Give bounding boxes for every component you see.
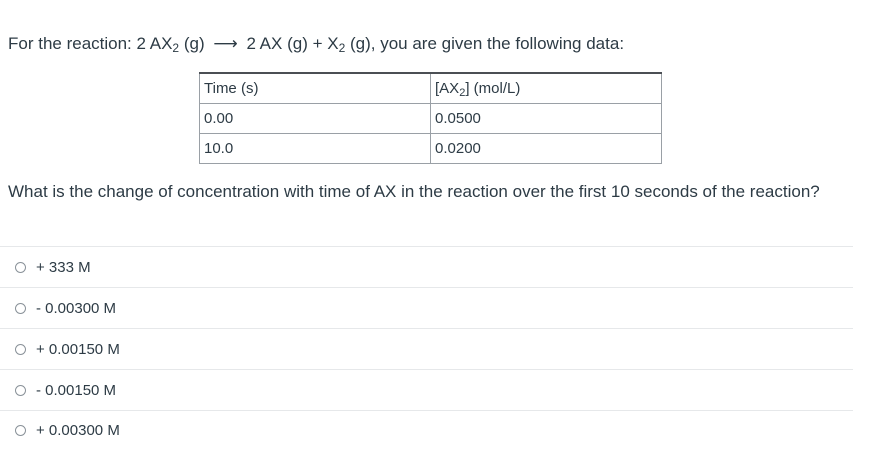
header-time: Time (s) — [200, 73, 431, 104]
gas-state: (g) — [179, 34, 210, 53]
answer-option[interactable] — [0, 246, 853, 287]
reaction-suffix: (g), you are given the following data: — [345, 34, 625, 53]
table-header-row — [200, 73, 662, 104]
answer-options — [0, 246, 853, 451]
header-conc-prefix: [AX — [435, 80, 460, 97]
answer-option[interactable] — [0, 328, 853, 369]
subscript: 2 — [459, 87, 466, 99]
answer-label: - 0.00300 M — [36, 299, 117, 317]
answer-label: + 0.00150 M — [36, 340, 120, 358]
answer-option[interactable] — [0, 369, 853, 410]
answer-label: + 0.00300 M — [36, 422, 120, 439]
cell-concentration: 0.0500 — [431, 104, 662, 134]
radio-button-icon[interactable] — [15, 303, 26, 314]
data-table — [199, 72, 662, 164]
answer-label: + 333 M — [36, 258, 91, 276]
cell-time: 10.0 — [200, 134, 431, 164]
answer-label: - 0.00150 M — [36, 381, 117, 399]
reaction-statement — [8, 33, 624, 55]
radio-button-icon[interactable] — [15, 262, 26, 273]
subscript: 2 — [338, 41, 346, 55]
header-conc-suffix: ] (mol/L) — [465, 80, 521, 97]
table-row — [200, 104, 662, 134]
radio-button-icon[interactable] — [15, 425, 26, 436]
table-row — [200, 134, 662, 164]
reaction-arrow-icon: ⟶ — [213, 34, 238, 53]
reaction-prefix: For the reaction: 2 AX — [8, 34, 173, 53]
header-concentration — [431, 73, 662, 104]
radio-button-icon[interactable] — [15, 344, 26, 355]
subscript: 2 — [172, 41, 180, 55]
answer-option[interactable] — [0, 287, 853, 328]
question-text: What is the change of concentration with time of AX in the reaction over the first 10 seconds of the reaction? — [8, 182, 820, 201]
reaction-products: 2 AX (g) + X — [241, 34, 339, 53]
cell-time: 0.00 — [200, 104, 431, 134]
radio-button-icon[interactable] — [15, 385, 26, 396]
answer-option[interactable] — [0, 410, 853, 451]
cell-concentration: 0.0200 — [431, 134, 662, 164]
